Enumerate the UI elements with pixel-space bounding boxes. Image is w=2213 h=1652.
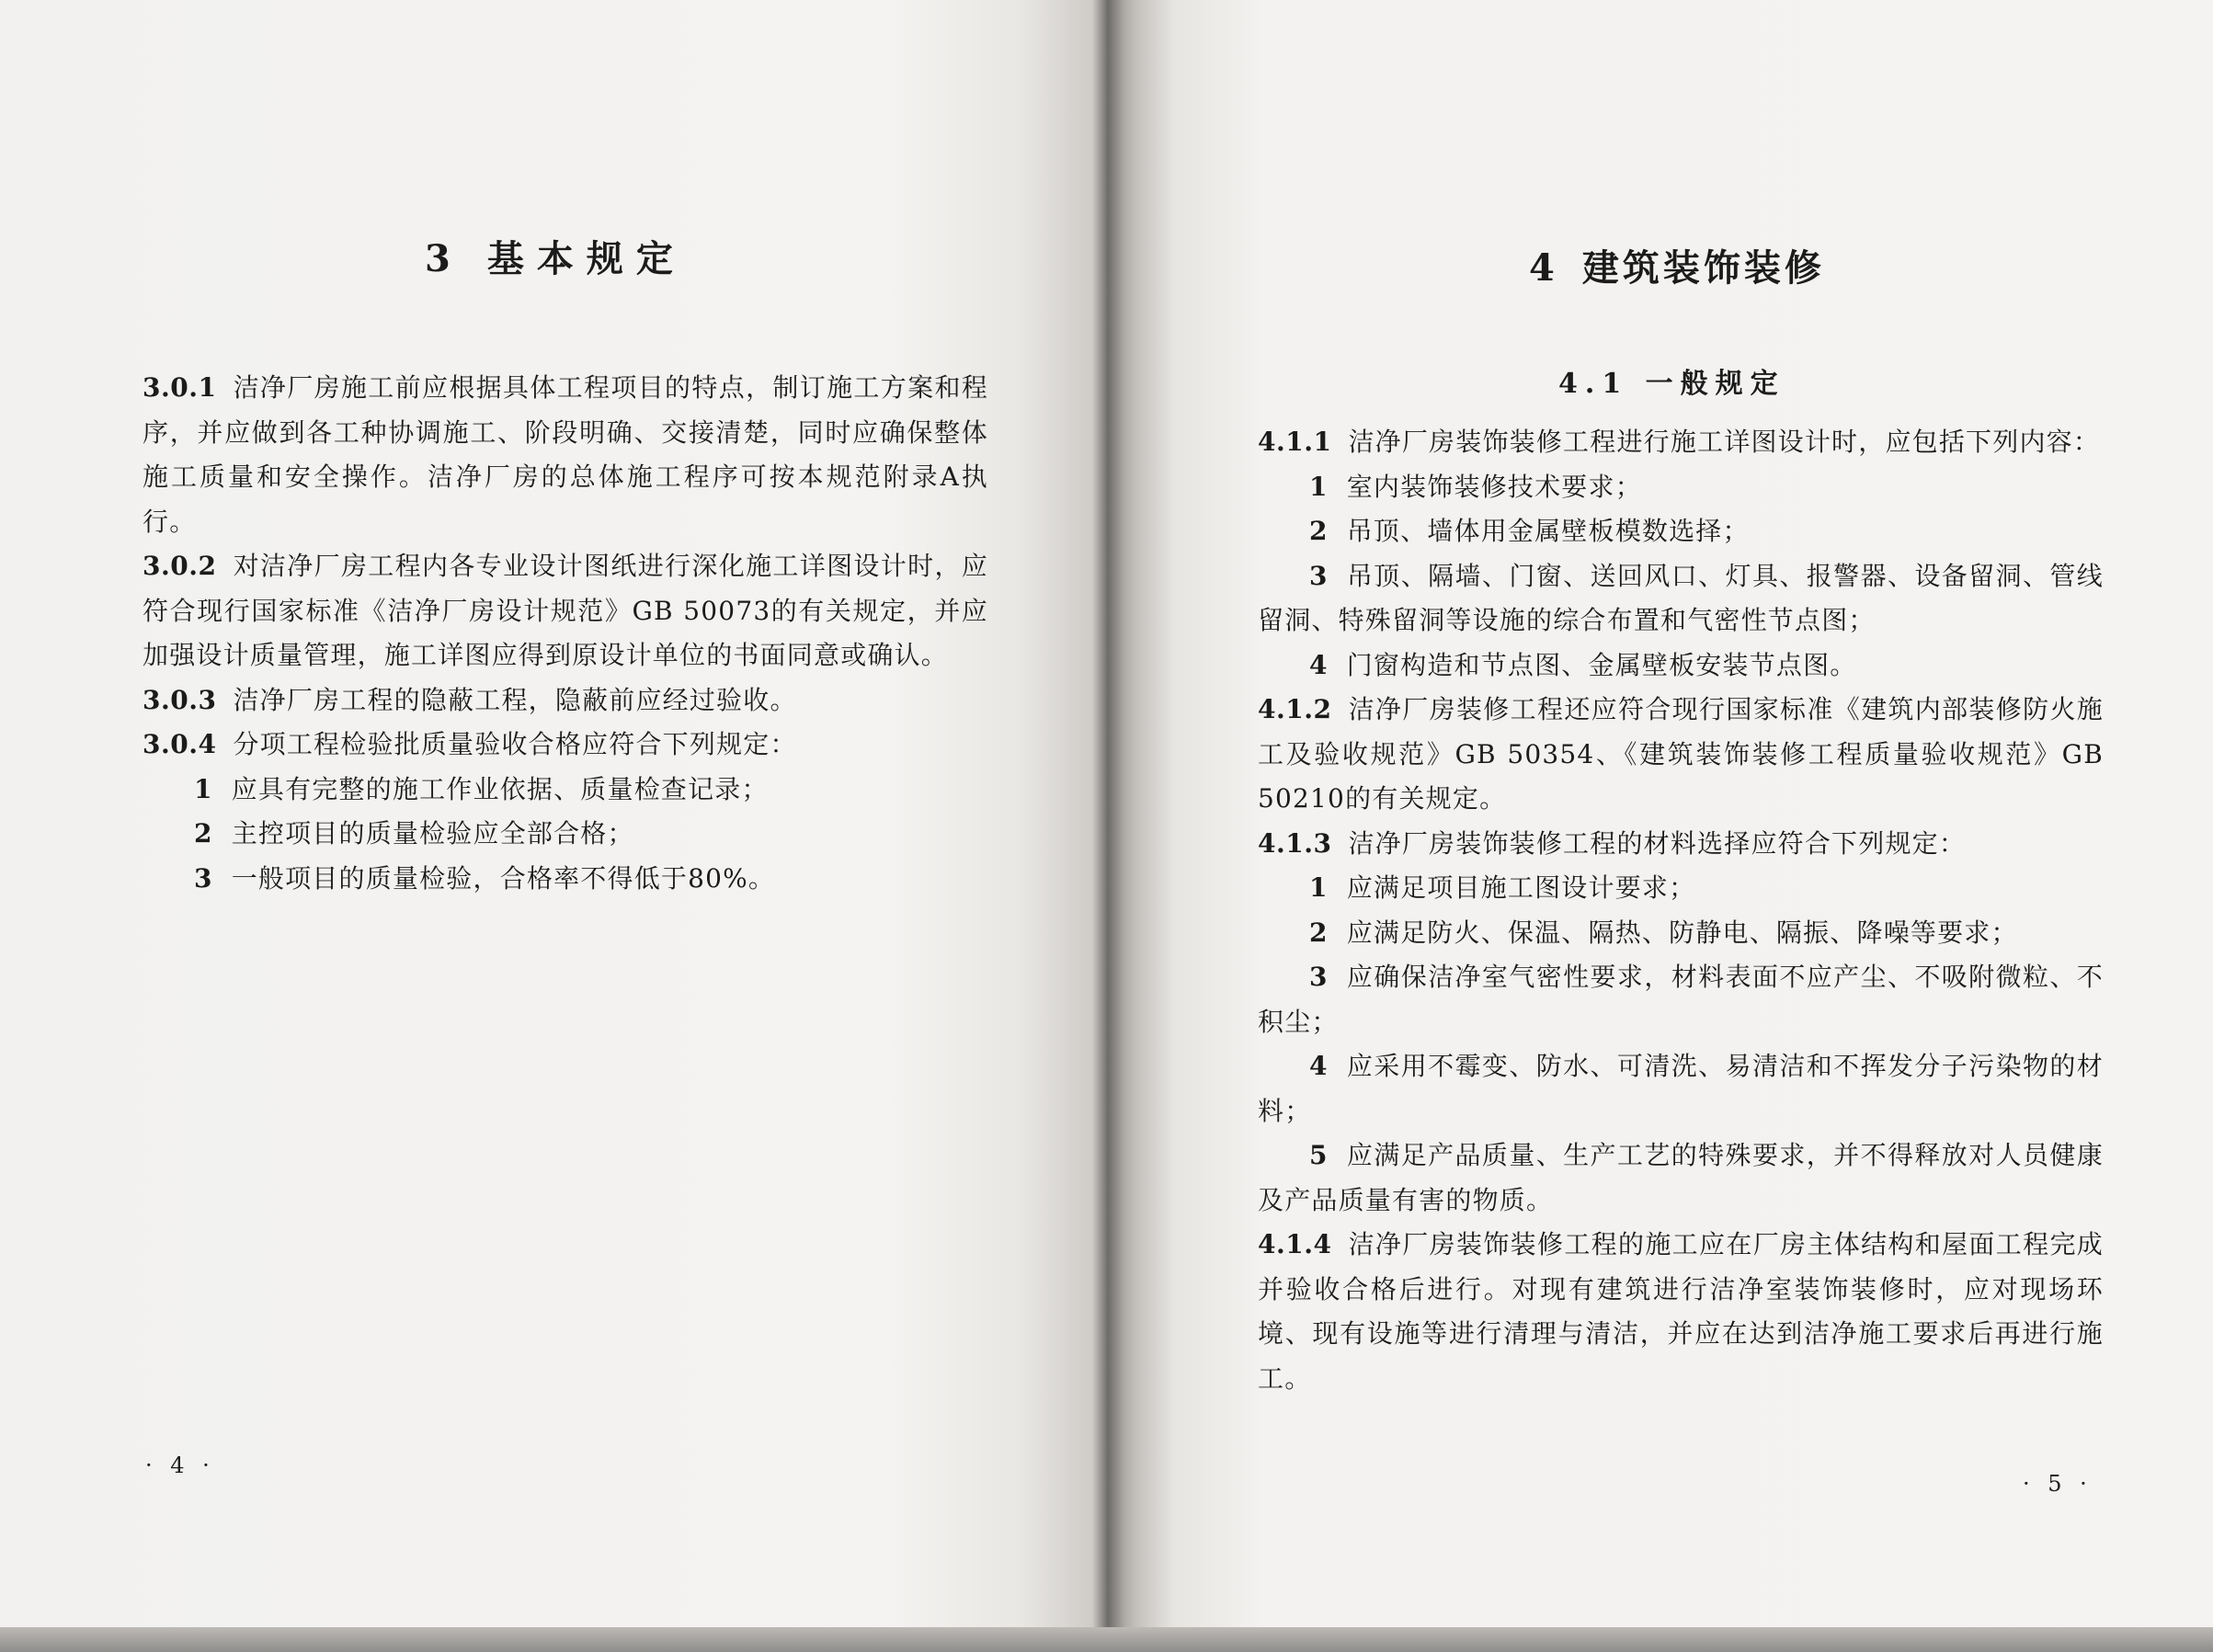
list-item: 5 应满足产品质量、生产工艺的特殊要求，并不得释放对人员健康及产品质量有害的物质。 (1258, 1140, 2104, 1215)
chapter-number: 3 (425, 237, 463, 280)
right-page (1108, 0, 2213, 1627)
clause-number: 3.0.4 (143, 729, 217, 759)
list-item: 1 应具有完整的施工作业依据、质量检查记录； (194, 773, 769, 804)
chapter-4-heading (1529, 239, 1825, 291)
clause-text: 洁净厂房工程的隐蔽工程，隐蔽前应经过验收。 (233, 684, 797, 715)
chapter-title: 建筑装饰装修 (1581, 246, 1825, 290)
list-item: 1 应满足项目施工图设计要求； (1309, 872, 1696, 903)
clause-number: 3.0.3 (143, 684, 217, 715)
section-4-1-heading: 4.1 一般规定 (1558, 368, 1785, 400)
clause-3-0-4 (143, 723, 988, 768)
list-item: 4 门窗构造和节点图、金属壁板安装节点图。 (1309, 649, 1857, 680)
chapter-number: 4 (1529, 246, 1558, 290)
clause-text: 分项工程检验批质量验收合格应符合下列规定： (233, 729, 797, 759)
clause-3-0-1 (143, 366, 988, 544)
left-page (0, 0, 1108, 1627)
list-item: 3 吊顶、隔墙、门窗、送回风口、灯具、报警器、设备留洞、管线留洞、特殊留洞等设施的综合布置和气密性节点图； (1258, 560, 2104, 635)
book-gutter (1092, 0, 1124, 1627)
clause-text: 对洁净厂房工程内各专业设计图纸进行深化施工详图设计时，应符合现行国家标准《洁净厂房设计规范》GB 50073的有关规定，并应加强设计质量管理，施工详图应得到原设计单位的书面同意或确认。 (143, 551, 988, 670)
clause-number: 3.0.1 (143, 372, 217, 403)
clause-4-1-3: 4.1.3 洁净厂房装饰装修工程的材料选择应符合下列规定： (1258, 827, 1967, 859)
clause-4-1-1: 4.1.1 洁净厂房装饰装修工程进行施工详图设计时，应包括下列内容： (1258, 427, 2101, 457)
clause-number: 3.0.2 (143, 551, 217, 581)
clause-4-1-2: 4.1.2 洁净厂房装修工程还应符合现行国家标准《建筑内部装修防火施工及验收规范》GB 50354、《建筑装饰装修工程质量验收规范》GB 50210的有关规定。 (1258, 694, 2104, 814)
chapter-title: 基本规定 (486, 237, 686, 280)
chapter-3-heading (425, 230, 686, 282)
right-body (1258, 420, 2104, 1401)
page-number-left: · 4 · (145, 1453, 215, 1478)
list-item: 1 室内装饰装修技术要求； (1309, 471, 1642, 502)
clause-text: 洁净厂房施工前应根据具体工程项目的特点，制订施工方案和程序，并应做到各工种协调施工、阶段明确、交接清楚，同时应确保整体施工质量和安全操作。洁净厂房的总体施工程序可按本规范附录A执行。 (143, 372, 988, 537)
list-item: 3 一般项目的质量检验，合格率不得低于80%。 (194, 862, 776, 894)
clause-3-0-3 (143, 678, 988, 723)
list-item: 3 应确保洁净室气密性要求，材料表面不应产尘、不吸附微粒、不积尘； (1258, 962, 2104, 1037)
list-item: 2 吊顶、墙体用金属壁板模数选择； (1309, 516, 1750, 546)
clause-3-0-2 (143, 544, 988, 678)
clause-4-1-4: 4.1.4 洁净厂房装饰装修工程的施工应在厂房主体结构和屋面工程完成并验收合格后进行。对现有建筑进行洁净室装饰装修时，应对现场环境、现有设施等进行清理与清洁，并应在达到洁净施工要求后再进行施工。 (1258, 1229, 2104, 1394)
list-item: 2 应满足防火、保温、隔热、防静电、隔振、降噪等要求； (1309, 917, 2018, 948)
scan-edge-shadow (0, 1627, 2213, 1652)
list-item: 4 应采用不霉变、防水、可清洗、易清洁和不挥发分子污染物的材料； (1258, 1051, 2104, 1126)
page-number-right: · 5 · (2023, 1471, 2093, 1497)
left-body (143, 366, 988, 901)
list-item: 2 主控项目的质量检验应全部合格； (194, 818, 634, 849)
